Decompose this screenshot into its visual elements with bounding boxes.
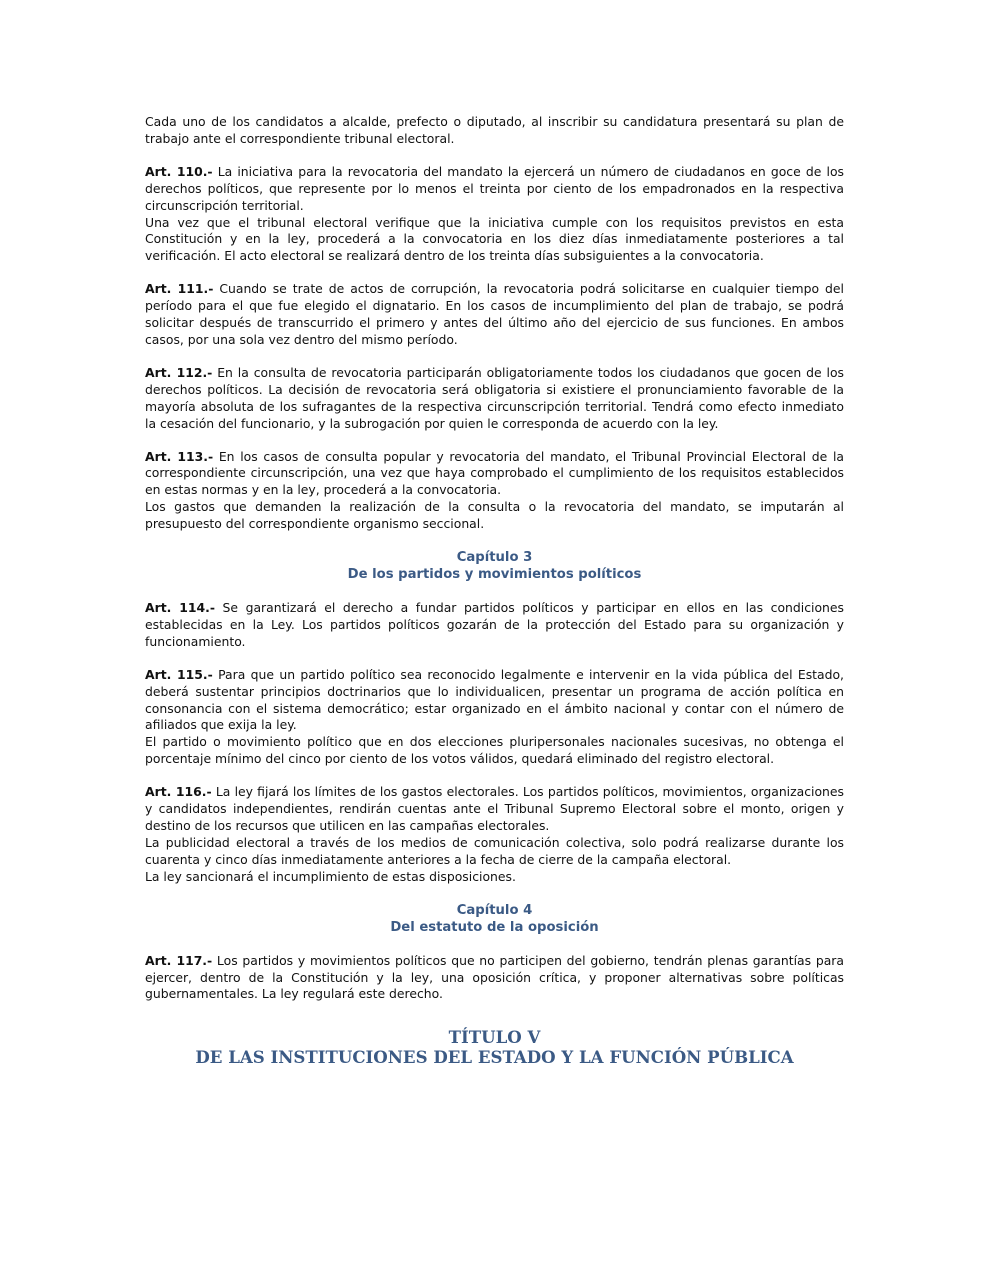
article-116-p1: [145, 784, 844, 835]
article-112: [145, 365, 844, 433]
article-110-p1: [145, 164, 844, 215]
chapter-4-name: Del estatuto de la oposición: [390, 919, 599, 935]
article-117-label: Art. 117.-: [145, 952, 213, 968]
article-110-text-1: La iniciativa para la revocatoria del mandato la ejercerá un número de ciudadanos en goce de los derechos políticos, que represente por lo menos el treinta por ciento de los empadronados en la respectiva circunscripción territorial.: [145, 163, 844, 213]
chapter-3-heading: [145, 549, 844, 583]
article-111-label: Art. 111.-: [145, 281, 214, 297]
document-page: [145, 114, 844, 1067]
article-110-label: Art. 110.-: [145, 163, 213, 179]
article-115-p1: [145, 667, 844, 735]
article-113-text-2: Los gastos que demanden la realización de la consulta o la revocatoria del mandato, se imputarán al presupuesto del correspondiente organismo seccional.: [145, 499, 844, 532]
intro-text: Cada uno de los candidatos a alcalde, prefecto o diputado, al inscribir su candidatura presentará su plan de trabajo ante el correspondiente tribunal electoral.: [145, 114, 844, 146]
article-112-label: Art. 112.-: [145, 364, 213, 380]
article-115-label: Art. 115.-: [145, 666, 213, 682]
article-115-text-1: Para que un partido político sea reconocido legalmente e intervenir en la vida pública del Estado, deberá sustentar principios doctrinarios que lo individualicen, presentar un programa de acción política en consonancia con el sistema democrático; estar organizado en el ámbito nacional y contar con el número de afiliados que exija la ley.: [145, 666, 844, 733]
intro-paragraph: [145, 114, 844, 148]
article-114-text-1: Se garantizará el derecho a fundar partidos políticos y participar en ellos en las condiciones establecidas en la Ley. Los partidos políticos gozarán de la protección del Estado para su organización y funcionamiento.: [145, 600, 844, 649]
chapter-4-number: Capítulo 4: [456, 902, 533, 918]
title-v-number: TÍTULO V: [448, 1027, 541, 1048]
article-116: [145, 784, 844, 885]
title-v-heading: [145, 1027, 844, 1067]
article-112-p1: [145, 365, 844, 433]
article-117-text-1: Los partidos y movimientos políticos que no participen del gobierno, tendrán plenas garantías para ejercer, dentro de la Constitución y la ley, una oposición crítica, y proponer alternativas sobre políticas gubernamentales. La ley regulará este derecho.: [145, 952, 844, 1002]
article-113: [145, 449, 844, 534]
article-110-text-2: Una vez que el tribunal electoral verifique que la iniciativa cumple con los requisitos previstos en esta Constitución y en la ley, procederá a la convocatoria en los diez días inmediatamente posteriores a tal verificación. El acto electoral se realizará dentro de los treinta días subsiguientes a la convocatoria.: [145, 214, 844, 264]
article-111: [145, 281, 844, 349]
article-113-p1: [145, 449, 844, 500]
article-113-label: Art. 113.-: [145, 448, 214, 464]
article-114: [145, 600, 844, 651]
article-114-p1: [145, 600, 844, 651]
article-116-label: Art. 116.-: [145, 784, 212, 800]
article-110: [145, 164, 844, 265]
article-114-label: Art. 114.-: [145, 600, 215, 616]
title-v-name: DE LAS INSTITUCIONES DEL ESTADO Y LA FUNCIÓN PÚBLICA: [195, 1047, 794, 1068]
article-111-p1: [145, 281, 844, 349]
article-116-text-3: La ley sancionará el incumplimiento de estas disposiciones.: [145, 868, 516, 884]
article-116-text-1: La ley fijará los límites de los gastos electorales. Los partidos políticos, movimientos, organizaciones y candidatos independientes, rendirán cuentas ante el Tribunal Supremo Electoral sobre el monto, origen y destino de los recursos que utilicen en las campañas electorales.: [145, 784, 844, 833]
article-111-text-1: Cuando se trate de actos de corrupción, la revocatoria podrá solicitarse en cualquier tiempo del período para el que fue elegido el dignatario. En los casos de incumplimiento del plan de trabajo, se podrá solicitar después de transcurrido el primero y antes del último año del ejercicio de sus funciones. En ambos casos, por una sola vez dentro del mismo período.: [145, 281, 844, 347]
article-112-text-1: En la consulta de revocatoria participarán obligatoriamente todos los ciudadanos que gocen de los derechos políticos. La decisión de revocatoria será obligatoria si existiere el pronunciamiento favorable de la mayoría absoluta de los sufragantes de la respectiva circunscripción territorial. Tendrá como efecto inmediato la cesación del funcionario, y la subrogación por quien le corresponda de acuerdo con la ley.: [145, 364, 844, 431]
article-117: [145, 953, 844, 1004]
chapter-3-name: De los partidos y movimientos políticos: [347, 567, 642, 583]
article-115-text-2: El partido o movimiento político que en dos elecciones pluripersonales nacionales sucesivas, no obtenga el porcentaje mínimo del cinco por ciento de los votos válidos, quedará eliminado del registro electoral.: [145, 734, 844, 767]
article-117-p1: [145, 953, 844, 1004]
chapter-3-number: Capítulo 3: [456, 550, 533, 566]
chapter-4-heading: [145, 902, 844, 936]
article-113-text-1: En los casos de consulta popular y revocatoria del mandato, el Tribunal Provincial Electoral de la correspondiente circunscripción, una vez que haya comprobado el cumplimiento de los requisitos establecidos en estas normas y en la ley, procederá a la convocatoria.: [145, 448, 844, 498]
article-115: [145, 667, 844, 768]
article-116-text-2: La publicidad electoral a través de los medios de comunicación colectiva, solo podrá realizarse durante los cuarenta y cinco días inmediatamente anteriores a la fecha de cierre de la campaña electoral.: [145, 834, 844, 867]
